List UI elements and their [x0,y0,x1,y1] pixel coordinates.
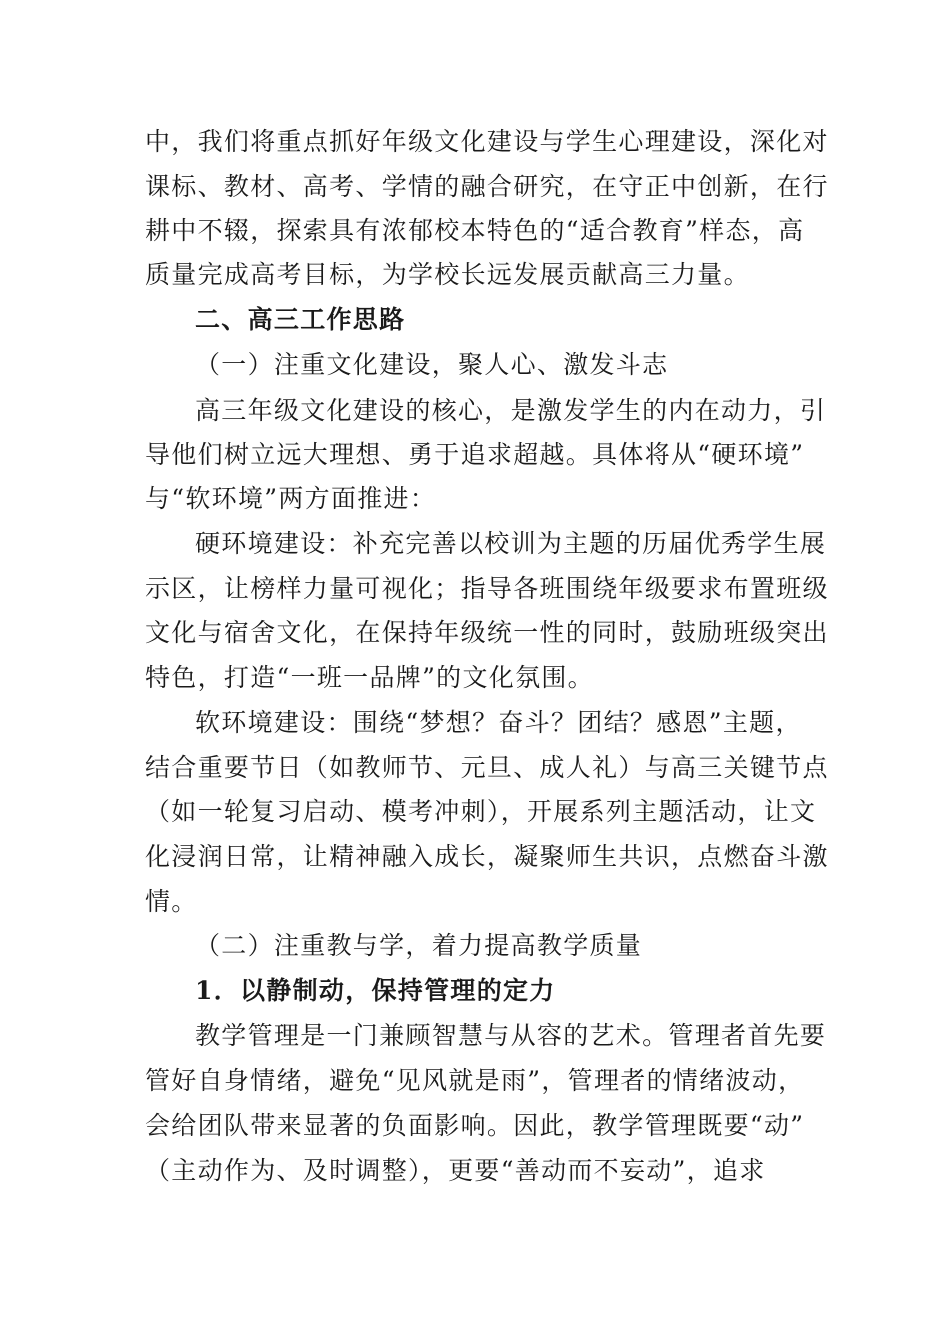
body-text-line: 耕中不辍，探索具有浓郁校本特色的“适合教育”样态，高 [145,216,805,245]
body-text-line: （如一轮复习启动、模考冲刺），开展系列主题活动，让文 [145,797,817,826]
body-text-line: 会给团队带来显著的负面影响。因此，教学管理既要“动” [145,1111,805,1140]
body-text-line: 结合重要节日（如教师节、元旦、成人礼）与高三关键节点 [145,753,829,782]
subsection-heading: （二）注重教与学，着力提高教学质量 [195,931,643,960]
body-text-line: 教学管理是一门兼顾智慧与从容的艺术。管理者首先要 [195,1021,827,1050]
body-text-line: （主动作为、及时调整），更要“善动而不妄动”，追求 [145,1156,766,1185]
subsection-heading: （一）注重文化建设，聚人心、激发斗志 [195,350,669,379]
body-text-line: 管好自身情绪，避免“见风就是雨”，管理者的情绪波动， [145,1066,805,1095]
body-text-line: 情。 [145,887,198,916]
body-text-line: 中，我们将重点抓好年级文化建设与学生心理建设，深化对 [145,127,829,156]
body-text-line: 课标、教材、高考、学情的融合研究，在守正中创新，在行 [145,172,829,201]
body-text-line: 导他们树立远大理想、勇于追求超越。具体将从“硬环境” [145,440,805,469]
body-text-line: 示区，让榜样力量可视化；指导各班围绕年级要求布置班级 [145,574,829,603]
body-text-line: 特色，打造“一班一品牌”的文化氛围。 [145,663,594,692]
body-text-line: 质量完成高考目标，为学校长远发展贡献高三力量。 [145,260,750,289]
body-text-line: 文化与宿舍文化，在保持年级统一性的同时，鼓励班级突出 [145,618,829,647]
body-text-line: 软环境建设：围绕“梦想？奋斗？团结？感恩”主题， [195,708,802,737]
section-heading: 二、高三工作思路 [195,305,406,334]
body-text-line: 与“软环境”两方面推进： [145,484,437,513]
body-text-line: 硬环境建设：补充完善以校训为主题的历届优秀学生展 [195,529,827,558]
item-heading: 1．以静制动，保持管理的定力 [195,976,556,1005]
body-text-line: 高三年级文化建设的核心，是激发学生的内在动力，引 [195,396,827,425]
body-text-line: 化浸润日常，让精神融入成长，凝聚师生共识，点燃奋斗激 [145,842,829,871]
